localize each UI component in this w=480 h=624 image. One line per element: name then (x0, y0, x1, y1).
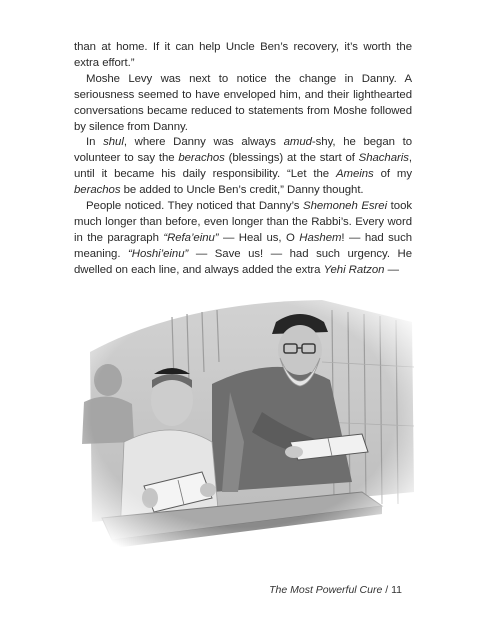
text-run: People noticed. They noticed that Danny’s (86, 200, 304, 213)
italic-term: “Hoshi’einu” (128, 247, 189, 260)
footer-separator: / (382, 584, 392, 596)
text-run: took much longer than before, even longer than the Rabbi’s. Every word in the paragraph (74, 200, 413, 244)
paragraph (74, 72, 412, 136)
italic-term: Ameins (335, 168, 374, 181)
text-run: — Heal us, O (218, 231, 300, 244)
body-text (74, 40, 412, 279)
paragraph (74, 135, 412, 199)
book-title: The Most Powerful Cure (269, 584, 383, 596)
illustration-boy-and-rabbi-reading (62, 292, 424, 562)
italic-term: shul (103, 136, 124, 149)
paragraph (74, 199, 412, 279)
italic-term: berachos (74, 184, 121, 197)
paragraph (74, 40, 412, 72)
text-run: In (86, 136, 104, 149)
text-run: of my (373, 168, 412, 181)
page-footer (269, 584, 402, 596)
page-number: 11 (391, 584, 402, 596)
italic-term: amud (283, 136, 312, 149)
italic-term: Yehi Ratzon (323, 263, 385, 276)
text-run: -shy, he began to volunteer to say the (74, 136, 413, 165)
text-run: ! — had such meaning. (74, 231, 413, 260)
text-run: (blessings) at the start of (224, 152, 359, 165)
italic-term: berachos (178, 152, 225, 165)
text-run: , where Danny was always (123, 136, 284, 149)
text-run: , until it became his daily responsibility. “Let the (74, 152, 412, 181)
italic-term: Shacharis (358, 152, 409, 165)
text-run: — Save us! — had such urgency. He dwelled on each line, and always added the extra (74, 247, 412, 276)
text-run: be added to Uncle Ben’s credit,” Danny thought. (120, 184, 364, 197)
italic-term: Hashem (299, 231, 342, 244)
text-run: Moshe Levy was next to notice the change in Danny. A seriousness seemed to have enveloped him, and their lighthearted conversations became reduced to statements from Moshe followed by silence from Danny. (74, 72, 412, 133)
text-run: — (384, 263, 399, 276)
text-run: than at home. If it can help Uncle Ben’s recovery, it’s worth the extra effort.” (74, 41, 412, 69)
italic-term: Shemoneh Esrei (303, 200, 388, 213)
italic-term: “Refa’einu” (163, 231, 219, 244)
